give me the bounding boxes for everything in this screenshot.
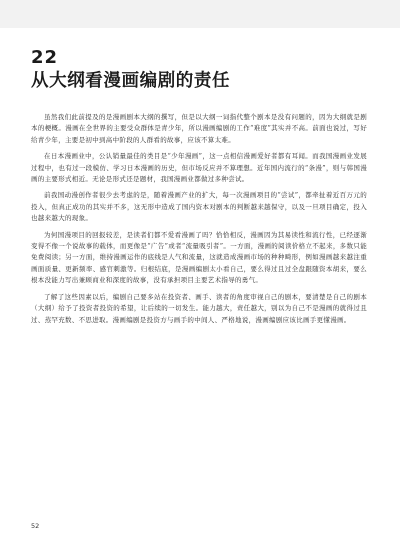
paragraph: 前我国动漫创作者很少去考虑的是，随着漫画产业的扩大，每一次漫画项目的“尝试”，都牵扯着近百万元的投入，但真正成功的其实并不多，这无形中造成了国内资本对剧本的判断越来越保守，以及一旦项目确定，投入也越来越大的现象。 (31, 191, 367, 223)
page-number: 52 (31, 522, 40, 530)
paragraph: 虽然我们此前提及的是漫画剧本大纲的撰写，但是以大纲一词指代整个剧本是没有问题的，因为大纲就是剧本的梗概。漫画在全世界的主要受众群体是青少年，所以漫画编剧的工作“难度”其实并不高。前面也说过，写好给青少年，主要是初中到高中阶段的人群看的故事，应该不算太难。 (31, 113, 367, 144)
chapter-title: 从大纲看漫画编剧的责任 (31, 71, 231, 91)
paragraph: 为何国漫项目的回报较差，是读者们都不爱看漫画了吗？恰恰相反，漫画因为其易读性和流行性，已经逐渐变得不像一个说故事的载体，而更像是“广告”或者“流量吸引者”。一方面，漫画的阅读价格立不起来，多数只能免费阅读；另一方面，维持漫画运作的底线是人气和流量，这就造成漫画市场的种种畸形，例如漫画越来越注重画面质量、更新频率、感官刺激等。归根结底，是漫画编剧太小看自己，要么得过且过全盘跟随资本胡来，要么根本没能力写出兼顾商业和深度的故事，没有承担项目主要艺术指导的勇气。 (31, 230, 367, 285)
top-margin-band (0, 0, 400, 28)
paragraph: 在日本漫画业中，公认销量最佳的类目是“少年漫画”，这一点相信漫画爱好者都有耳闻。而我国漫画业发展过程中，也有过一段模仿、学习日本漫画的历史，但市场反应并不算理想。近年国内流行的“条漫”，则与韩国漫画的主要形式相近。无论是形式还是题材，我国漫画业都做过多种尝试。 (31, 152, 367, 184)
paragraph: 了解了这些因素以后，编剧自己要多站在投资者、画手、读者的角度审视自己的剧本，要清楚是自己的剧本（大纲）给予了投资者投资的希望，让后续的一切发生。能力越大，责任越大，别以为自己不是漫画的就得过且过、蒸罕充数、不思进取。漫画编剧是投资方与画手的中间人、严格地说，漫画编剧应该比画手更懂漫画。 (31, 292, 367, 324)
body-text (31, 112, 367, 331)
chapter-number: 22 (31, 47, 59, 68)
